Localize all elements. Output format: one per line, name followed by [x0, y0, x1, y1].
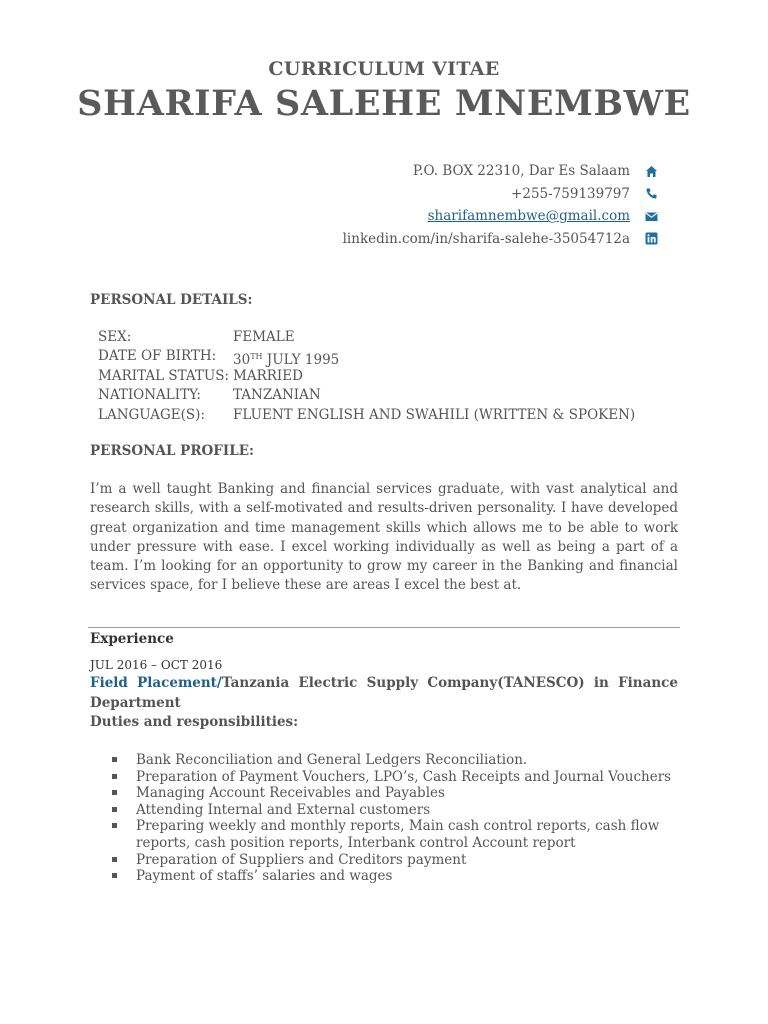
details-key: MARITAL STATUS: [98, 367, 230, 384]
contact-block [343, 160, 658, 250]
contact-phone [343, 183, 658, 206]
address-text: P.O. BOX 22310, Dar Es Salaam [412, 163, 630, 180]
list-item [112, 785, 678, 802]
dob-day: 30 [233, 352, 251, 369]
email-link[interactable]: sharifamnembwe@gmail.com [427, 208, 630, 225]
personal-profile-heading: PERSONAL PROFILE: [90, 443, 254, 459]
details-row-sex [98, 328, 635, 347]
duty-text: Preparation of Payment Vouchers, LPO’s, Cash Receipts and Journal Vouchers [136, 768, 672, 785]
email-icon [644, 209, 658, 223]
section-divider [88, 627, 680, 628]
contact-linkedin[interactable] [343, 228, 658, 251]
bullet-icon [112, 807, 117, 812]
details-row-marital [98, 367, 635, 386]
phone-text: +255-759139797 [511, 185, 630, 202]
contact-email[interactable] [343, 205, 658, 228]
bullet-icon [112, 774, 117, 779]
details-value [233, 347, 340, 369]
experience-heading: Experience [90, 631, 174, 647]
bullet-icon [112, 757, 117, 762]
dob-rest: JULY 1995 [262, 352, 340, 369]
duty-text: Preparation of Suppliers and Creditors payment [136, 851, 467, 868]
details-value: TANZANIAN [233, 387, 321, 404]
duty-text: Bank Reconciliation and General Ledgers Reconciliation. [136, 752, 528, 768]
duties-list [112, 752, 678, 885]
bullet-icon [112, 857, 117, 862]
details-value: FLUENT ENGLISH AND SWAHILI (WRITTEN & SPOKEN) [233, 406, 636, 423]
list-item [112, 769, 678, 786]
bullet-icon [112, 790, 117, 795]
duties-heading: Duties and responsibilities: [90, 714, 299, 730]
duty-text: Payment of staffs’ salaries and wages [136, 868, 393, 885]
details-row-dob [98, 347, 635, 369]
personal-details-table [98, 328, 635, 425]
cv-header [0, 56, 768, 126]
phone-icon [644, 187, 658, 201]
contact-address [343, 160, 658, 183]
list-item [112, 818, 678, 851]
details-key: NATIONALITY: [98, 387, 201, 404]
duty-text: Managing Account Receivables and Payables [136, 785, 445, 802]
personal-profile-text: I’m a well taught Banking and financial services graduate, with vast analytical and research skills, with a self-motivated and results-driven personality. I have developed great organization and time management skills which allows me to be able to work under pressure with ease. I excel working individually as well as being a part of a team. I’m looking for an opportunity to grow my career in the Banking and financial services space, for I believe these are areas I excel the best at. [90, 481, 678, 594]
personal-details-heading: PERSONAL DETAILS: [90, 292, 253, 308]
details-row-nationality [98, 386, 635, 405]
duty-text: Preparing weekly and monthly reports, Main cash control reports, cash flow reports, cash position reports, Interbank control Account report [136, 818, 660, 851]
duty-text: Attending Internal and External customers [136, 801, 431, 818]
details-value: MARRIED [233, 367, 303, 384]
experience-dates: JUL 2016 – OCT 2016 [90, 658, 223, 672]
bullet-icon [112, 823, 117, 828]
details-key: LANGUAGE(S): [98, 406, 205, 423]
bullet-icon [112, 873, 117, 878]
details-key: SEX: [98, 329, 132, 345]
details-value: FEMALE [233, 329, 295, 345]
linkedin-icon [644, 232, 658, 246]
linkedin-text[interactable]: linkedin.com/in/sharifa-salehe-35054712a [342, 230, 630, 247]
details-key: DATE OF BIRTH: [98, 348, 217, 365]
home-icon [644, 164, 658, 178]
document-label: CURRICULUM VITAE [268, 58, 500, 80]
role-type: Field Placement/ [90, 675, 222, 691]
list-item [112, 852, 678, 869]
details-row-languages [98, 406, 635, 425]
candidate-name: SHARIFA SALEHE MNEMBWE [77, 83, 691, 124]
dob-suffix: TH [250, 352, 263, 362]
list-item [112, 752, 678, 769]
list-item [112, 868, 678, 885]
list-item [112, 802, 678, 819]
role-employer: Tanzania Electric Supply Company(TANESCO) in Finance Department [90, 675, 678, 711]
experience-role [90, 673, 678, 713]
